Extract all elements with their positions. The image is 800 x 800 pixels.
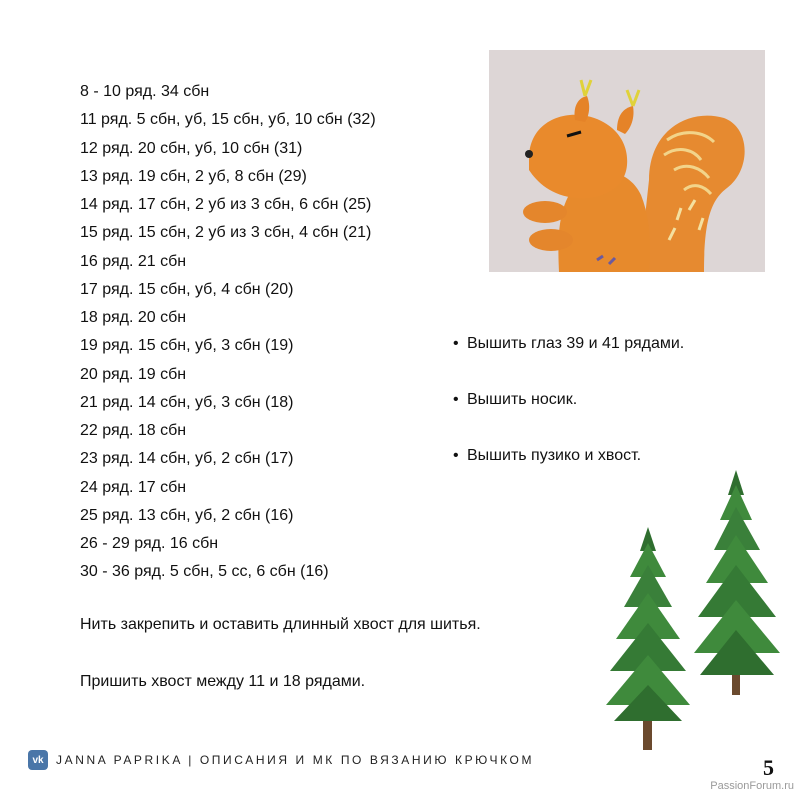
bullet-icon: • xyxy=(453,391,459,408)
pattern-row: 12 ряд. 20 сбн, уб, 10 сбн (31) xyxy=(80,139,303,157)
pattern-row: 30 - 36 ряд. 5 сбн, 5 сс, 6 сбн (16) xyxy=(80,563,329,581)
sew-tail-note: Пришить хвост между 11 и 18 рядами. xyxy=(80,673,366,690)
crocheted-squirrel-image xyxy=(489,50,765,272)
pattern-row: 11 ряд. 5 сбн, уб, 15 сбн, уб, 10 сбн (32) xyxy=(80,111,376,129)
pattern-row: 22 ряд. 18 сбн xyxy=(80,422,187,439)
watermark: PassionForum.ru xyxy=(710,780,794,792)
footer-brand xyxy=(28,750,534,770)
embroidery-step xyxy=(453,330,684,358)
fasten-note: Нить закрепить и оставить длинный хвост для шитья. xyxy=(80,616,481,633)
embroidery-step-text: Вышить носик. xyxy=(467,391,578,408)
pattern-row: 19 ряд. 15 сбн, уб, 3 сбн (19) xyxy=(80,337,294,355)
pattern-row: 24 ряд. 17 сбн xyxy=(80,478,187,496)
page-number: 5 xyxy=(763,755,774,780)
bullet-icon: • xyxy=(453,335,459,352)
embroidery-step-text: Вышить пузико и хвост. xyxy=(467,447,642,464)
pattern-row: 15 ряд. 15 сбн, 2 уб из 3 сбн, 4 сбн (21) xyxy=(80,224,372,242)
pattern-row: 21 ряд. 14 сбн, уб, 3 сбн (18) xyxy=(80,393,294,411)
pattern-row: 8 - 10 ряд. 34 сбн xyxy=(80,83,210,100)
pattern-rows xyxy=(80,78,460,587)
embroidery-steps xyxy=(453,330,684,470)
pattern-row: 26 - 29 ряд. 16 сбн xyxy=(80,535,219,552)
embroidery-step xyxy=(453,386,684,414)
vk-logo-icon[interactable]: vk xyxy=(28,750,48,770)
embroidery-step-text: Вышить глаз 39 и 41 рядами. xyxy=(467,335,685,352)
pattern-row: 14 ряд. 17 сбн, 2 уб из 3 сбн, 6 сбн (25) xyxy=(80,196,372,213)
pattern-row: 25 ряд. 13 сбн, уб, 2 сбн (16) xyxy=(80,506,294,524)
squirrel-photo xyxy=(489,50,765,272)
pine-trees-icon xyxy=(600,465,785,755)
pine-trees-illustration xyxy=(600,465,785,755)
brand-text: JANNA PAPRIKA | ОПИСАНИЯ И МК ПО ВЯЗАНИЮ КРЮЧКОМ xyxy=(56,753,535,767)
pattern-row: 13 ряд. 19 сбн, 2 уб, 8 сбн (29) xyxy=(80,167,307,185)
closing-notes xyxy=(80,613,481,694)
pattern-row: 23 ряд. 14 сбн, уб, 2 сбн (17) xyxy=(80,450,294,468)
pattern-row: 16 ряд. 21 сбн xyxy=(80,252,187,270)
bullet-icon: • xyxy=(453,447,459,464)
pattern-row: 17 ряд. 15 сбн, уб, 4 сбн (20) xyxy=(80,280,294,298)
pattern-row: 18 ряд. 20 сбн xyxy=(80,309,187,326)
pattern-row: 20 ряд. 19 сбн xyxy=(80,365,187,383)
